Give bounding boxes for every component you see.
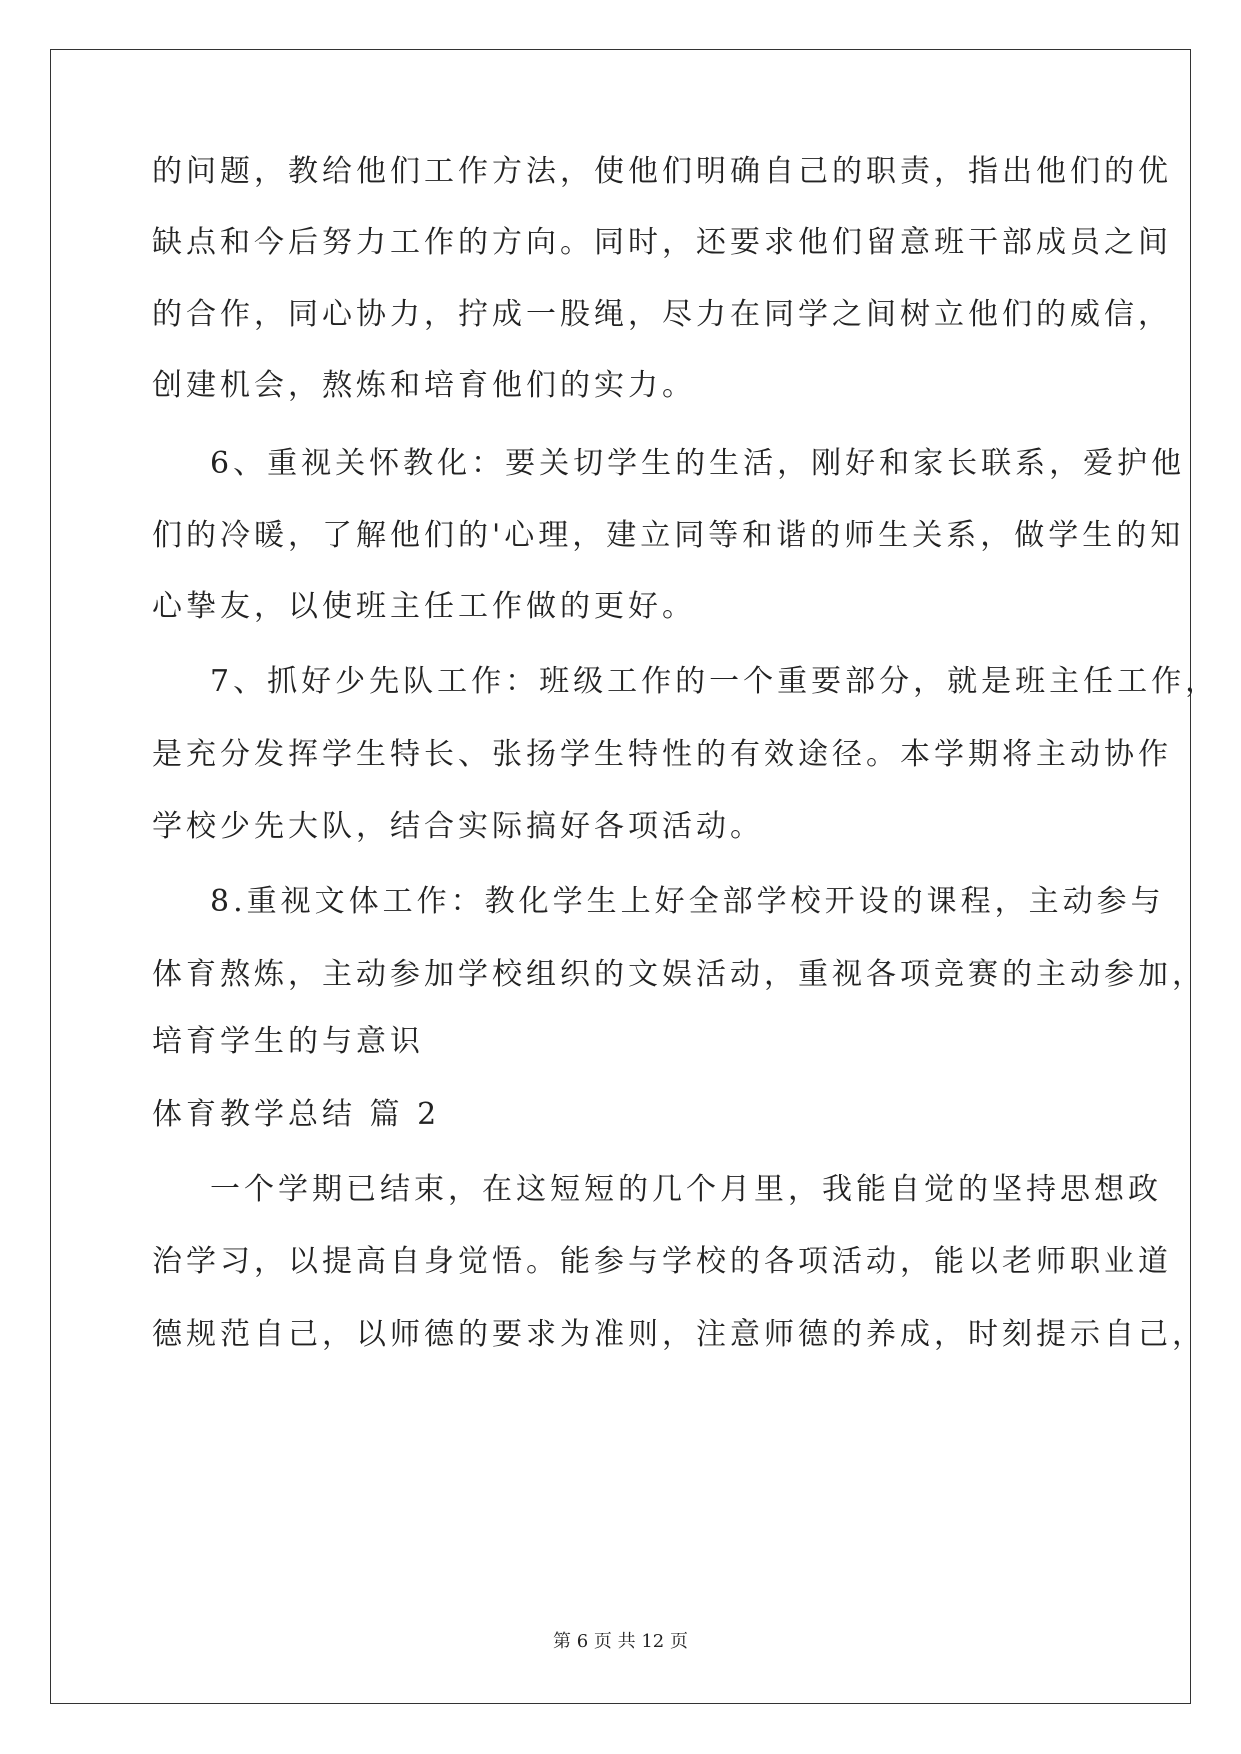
body-line: 的合作，同心协力，拧成一股绳，尽力在同学之间树立他们的威信， bbox=[152, 297, 1172, 332]
body-line: 6、重视关怀教化：要关切学生的生活，刚好和家长联系，爱护他 bbox=[210, 446, 1186, 481]
body-line: 缺点和今后努力工作的方向。同时，还要求他们留意班干部成员之间 bbox=[152, 225, 1172, 260]
body-line: 一个学期已结束，在这短短的几个月里，我能自觉的坚持思想政 bbox=[210, 1172, 1162, 1207]
body-line: 体育熬炼，主动参加学校组织的文娱活动，重视各项竞赛的主动参加， bbox=[152, 957, 1206, 992]
section-heading: 体育教学总结 篇 2 bbox=[152, 1097, 441, 1132]
body-line: 心挚友，以使班主任工作做的更好。 bbox=[152, 589, 696, 624]
body-line: 培育学生的与意识 bbox=[152, 1024, 424, 1059]
body-line: 德规范自己，以师德的要求为准则，注意师德的养成，时刻提示自己， bbox=[152, 1317, 1206, 1352]
body-line: 创建机会，熬炼和培育他们的实力。 bbox=[152, 368, 696, 403]
body-line: 8.重视文体工作：教化学生上好全部学校开设的课程，主动参与 bbox=[210, 884, 1165, 919]
page-number: 第 6 页 共 12 页 bbox=[553, 1631, 688, 1652]
body-line: 治学习，以提高自身觉悟。能参与学校的各项活动，能以老师职业道 bbox=[152, 1244, 1172, 1279]
body-line: 学校少先大队，结合实际搞好各项活动。 bbox=[152, 809, 764, 844]
body-line: 是充分发挥学生特长、张扬学生特性的有效途径。本学期将主动协作 bbox=[152, 737, 1172, 772]
body-line: 的问题，教给他们工作方法，使他们明确自己的职责，指出他们的优 bbox=[152, 154, 1172, 189]
body-line: 7、抓好少先队工作：班级工作的一个重要部分，就是班主任工作， bbox=[210, 664, 1220, 699]
body-line: 们的冷暖，了解他们的'心理，建立同等和谐的师生关系，做学生的知 bbox=[152, 518, 1185, 553]
